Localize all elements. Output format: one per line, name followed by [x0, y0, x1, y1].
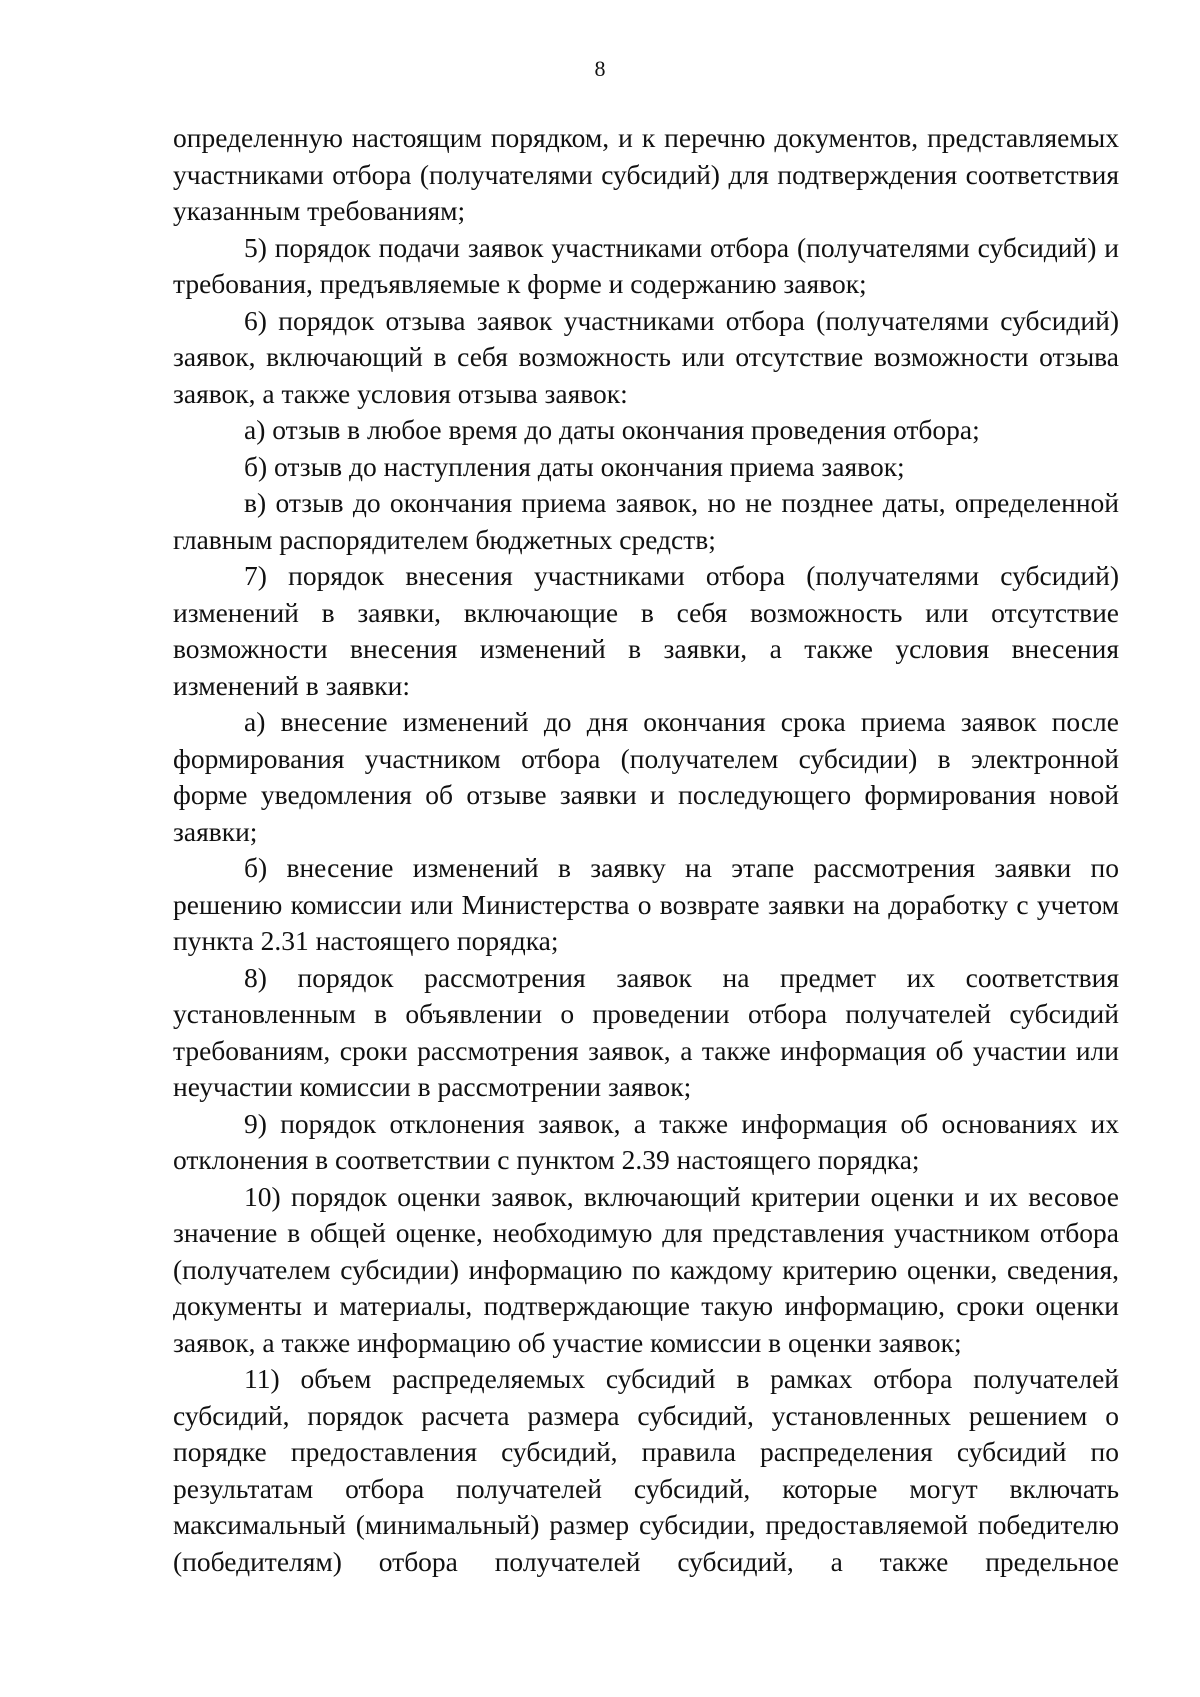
paragraph-continuation: определенную настоящим порядком, и к перечню документов, представляемых участниками отбора (получателями субсидий) для подтверждения соответствия указанным требованиям;: [173, 122, 1119, 226]
paragraph-item-7a: а) внесение изменений до дня окончания срока приема заявок после формирования участником отбора (получателем субсидии) в электронной форме уведомления об отзыве заявки и последующего формирования новой заявки;: [173, 706, 1119, 847]
paragraph-item-11: 11) объем распределяемых субсидий в рамках отбора получателей субсидий, порядок расчета размера субсидий, установленных решением о порядке предоставления субсидий, правила распределения субсидий по результатам отбора получателей субсидий, которые могут включать максимальный (минимальный) размер субсидии, предоставляемой победителю (победителям) отбора получателей субсидий, а также предельное: [173, 1363, 1119, 1577]
paragraph-item-6v: в) отзыв до окончания приема заявок, но не позднее даты, определенной главным распорядителем бюджетных средств;: [173, 487, 1119, 555]
document-body: [173, 120, 1119, 1580]
paragraph-item-5: 5) порядок подачи заявок участниками отбора (получателями субсидий) и требования, предъявляемые к форме и содержанию заявок;: [173, 231, 1119, 299]
paragraph-item-7: 7) порядок внесения участниками отбора (получателями субсидий) изменений в заявки, включающие в себя возможность или отсутствие возможности внесения изменений в заявки, а также условия внесения изменений в заявки:: [173, 560, 1119, 701]
page-number: 8: [594, 56, 606, 81]
paragraph-item-10: 10) порядок оценки заявок, включающий критерии оценки и их весовое значение в общей оценке, необходимую для представления участником отбора (получателем субсидии) информацию по каждому критерию оценки, сведения, документы и материалы, подтверждающие такую информацию, сроки оценки заявок, а также информацию об участие комиссии в оценки заявок;: [173, 1180, 1119, 1358]
paragraph-item-6b: б) отзыв до наступления даты окончания приема заявок;: [244, 450, 905, 482]
paragraph-item-8: 8) порядок рассмотрения заявок на предмет их соответствия установленным в объявлении о проведении отбора получателей субсидий требованиям, сроки рассмотрения заявок, а также информация об участии или неучастии комиссии в рассмотрении заявок;: [173, 961, 1119, 1102]
paragraph-item-7b: б) внесение изменений в заявку на этапе рассмотрения заявки по решению комиссии или Министерства о возврате заявки на доработку с учетом пункта 2.31 настоящего порядка;: [173, 852, 1119, 956]
paragraph-item-9: 9) порядок отклонения заявок, а также информация об основаниях их отклонения в соответствии с пунктом 2.39 настоящего порядка;: [173, 1107, 1119, 1175]
paragraph-item-6: 6) порядок отзыва заявок участниками отбора (получателями субсидий) заявок, включающий в себя возможность или отсутствие возможности отзыва заявок, а также условия отзыва заявок:: [173, 304, 1119, 409]
paragraph-item-6a: а) отзыв в любое время до даты окончания проведения отбора;: [244, 414, 980, 445]
